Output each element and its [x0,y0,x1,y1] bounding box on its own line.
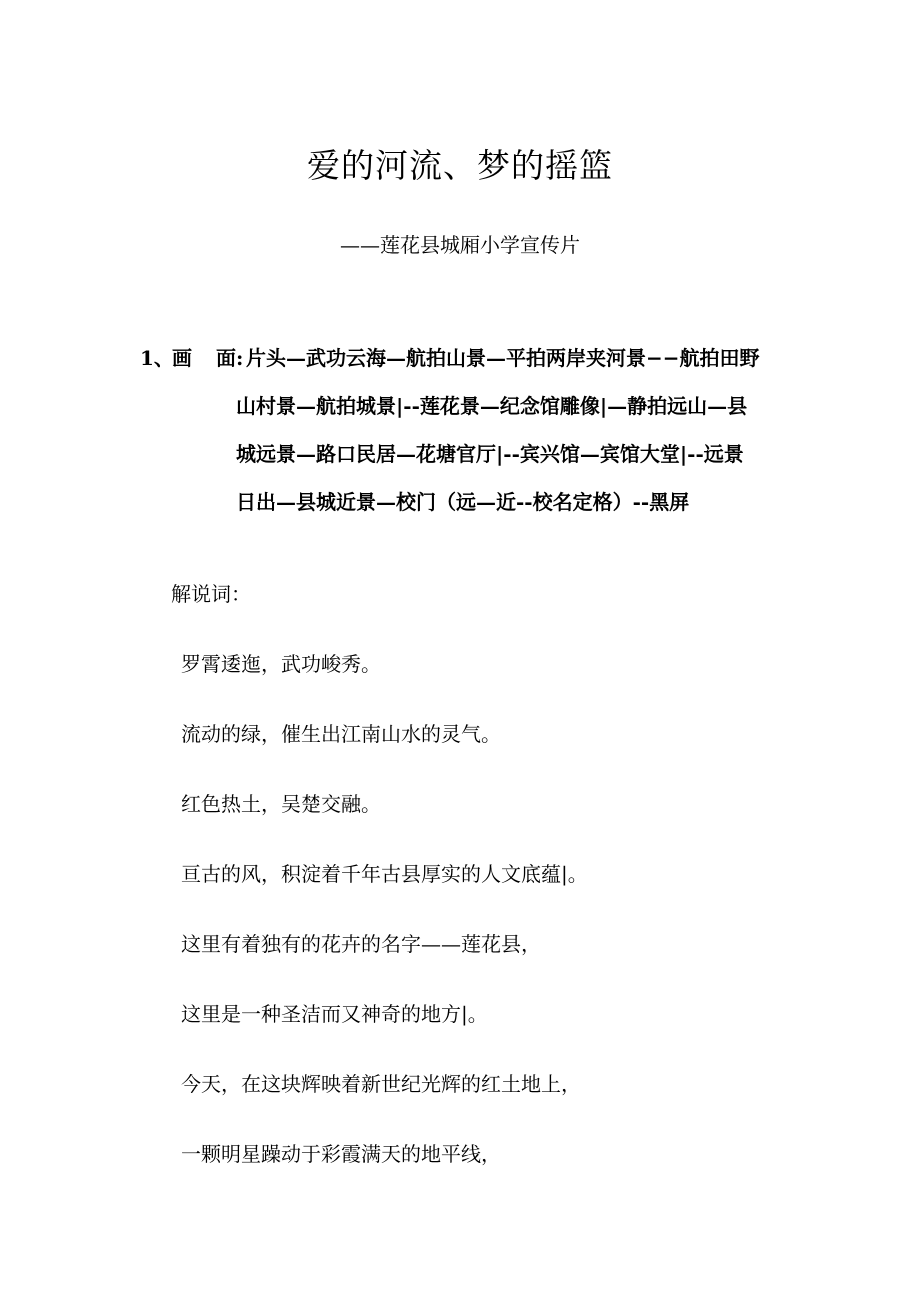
scene-line: 城远景—路口民居—花塘官厅|--宾兴馆—宾馆大堂|--远景 [236,442,744,466]
document-subtitle: ——莲花县城厢小学宣传片 [340,233,580,257]
commentary-line: 罗霄逶迤，武功峻秀。 [181,652,381,676]
scene-line: 片头—武功云海—航拍山景—平拍两岸夹河景−−航拍田野 [246,346,760,370]
scene-line: 山村景—航拍城景|--莲花景—纪念馆雕像|—静拍远山—县 [236,394,748,418]
commentary-line: 亘古的风，积淀着千年古县厚实的人文底蕴|。 [181,862,588,886]
section-number: 1、 [140,346,174,370]
commentary-line: 一颗明星躁动于彩霞满天的地平线， [181,1142,501,1166]
commentary-line: 流动的绿，催生出江南山水的灵气。 [181,722,501,746]
section-label-part-a: 画 [172,346,192,370]
commentary-line: 今天，在这块辉映着新世纪光辉的红土地上， [181,1072,581,1096]
section-label-part-b: 面: [216,346,244,370]
commentary-line: 这里是一种圣洁而又神奇的地方|。 [181,1002,488,1026]
commentary-line: 红色热土，吴楚交融。 [181,792,381,816]
commentary-label: 解说词： [171,582,251,606]
commentary-line: 这里有着独有的花卉的名字——莲花县， [181,932,541,956]
document-title: 爱的河流、梦的摇篮 [307,146,613,185]
scene-line: 日出—县城近景—校门（远—近--校名定格）--黑屏 [236,490,690,514]
section-label [172,334,243,382]
